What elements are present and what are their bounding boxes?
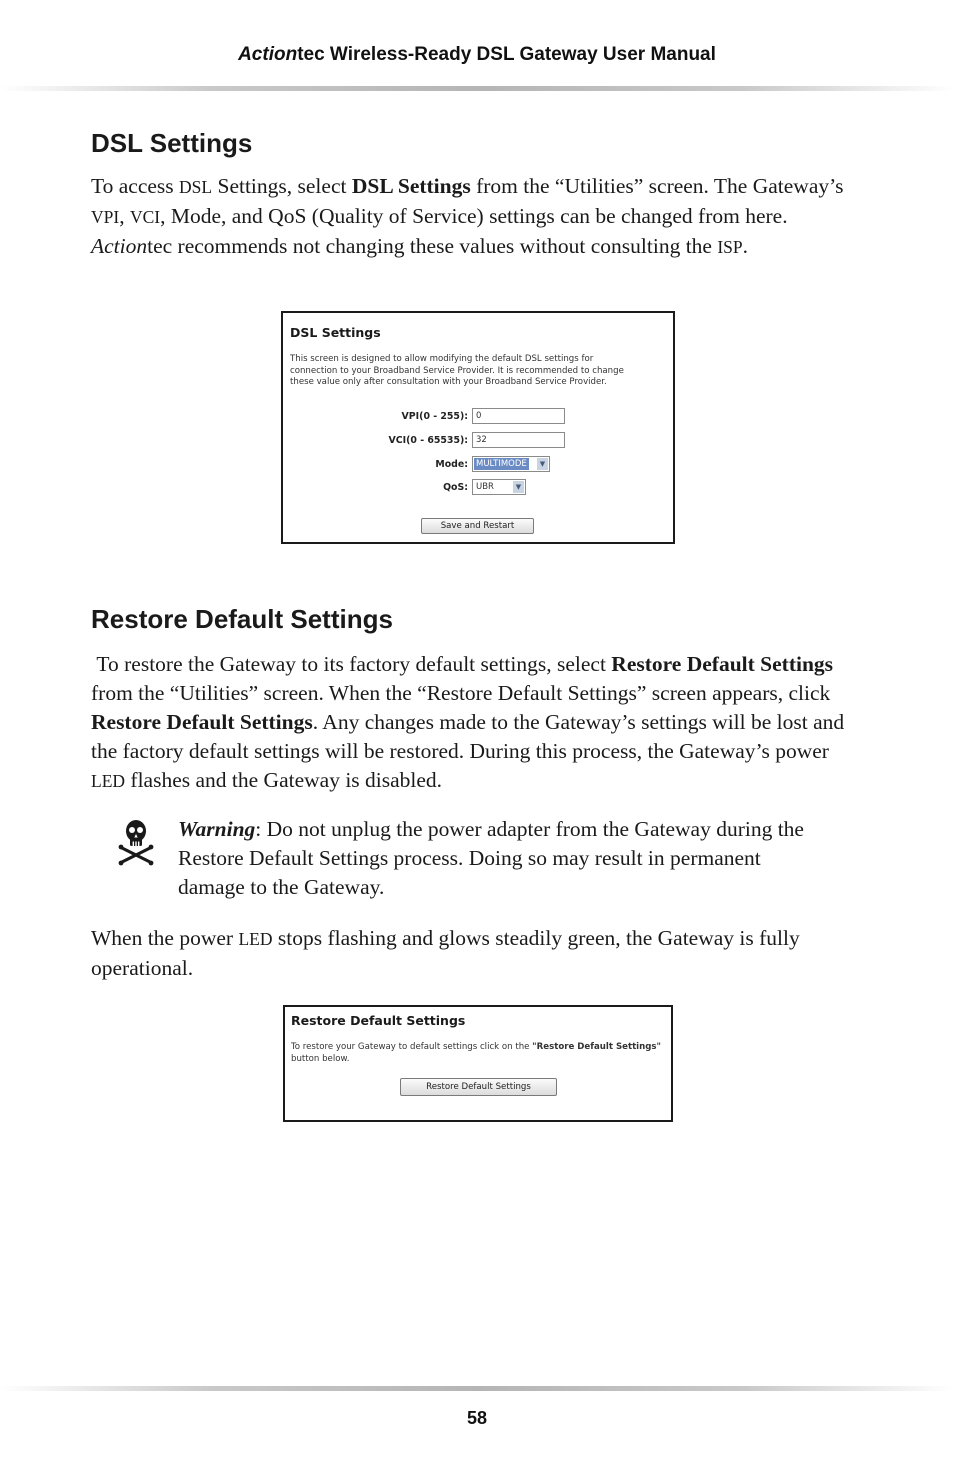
vpi-input[interactable]: 0 [472,408,565,424]
qos-label: QoS: [443,482,468,493]
mode-selected-value: MULTIMODE [476,459,527,469]
screenshot-title: DSL Settings [290,325,381,340]
vpi-row [283,408,673,426]
save-and-restart-button[interactable]: Save and Restart [421,518,534,534]
restore-default-paragraph: To restore the Gateway to its factory default settings, select Restore Default Settings from the “Utilities” screen. When the “Restore Default Settings” screen appears, click Restore Default Settings. Any changes made to the Gateway’s settings will be lost and the factory default settings will be restored. During this process, the Gateway’s power LED flashes and the Gateway is disabled. [91,652,845,792]
chevron-down-icon: ▼ [537,458,548,470]
skull-crossbones-icon [117,818,155,866]
brand-italic: Action [238,44,298,65]
dsl-settings-screenshot [281,311,675,544]
page-number: 58 [466,1408,488,1428]
vpi-label: VPI(0 - 255): [401,411,468,422]
running-header [0,44,954,66]
warning-note: Warning: Do not unplug the power adapter from the Gateway during the Restore Default Settings process. Doing so may result in permanent damage to the Gateway. [178,817,804,899]
mode-row [283,456,673,474]
warning-label: Warning [178,817,256,841]
screenshot-title: Restore Default Settings [291,1013,466,1028]
dsl-settings-paragraph: To access DSL Settings, select DSL Settings from the “Utilities” screen. The Gateway’s VPI, VCI, Mode, and QoS (Quality of Service) settings can be changed from here. Actiontec recommends not changing these values without consulting the ISP. [91,174,844,258]
dsl-settings-heading: DSL Settings [91,128,253,158]
screenshot-description: To restore your Gateway to default settings click on the "Restore Default Settings" button below. [291,1042,661,1064]
led-status-paragraph: When the power LED stops flashing and glows steadily green, the Gateway is fully operational. [91,926,800,980]
restore-default-screenshot [283,1005,673,1122]
header-rule [0,86,954,91]
footer-rule [0,1386,954,1391]
qos-select[interactable] [472,479,526,495]
vci-row [283,432,673,450]
screenshot-description: This screen is designed to allow modifying the default DSL settings for connection to your Broadband Service Provider. It is recommended to change these value only after consultation with your Broadband Service Provider. [290,354,624,387]
qos-selected-value: UBR [476,482,494,492]
chevron-down-icon: ▼ [513,481,524,493]
vci-label: VCI(0 - 65535): [388,435,468,446]
restore-default-heading: Restore Default Settings [91,604,393,634]
header-text: tec Wireless-Ready DSL Gateway User Manual [297,44,716,65]
mode-label: Mode: [435,459,468,470]
restore-default-settings-button[interactable]: Restore Default Settings [400,1078,557,1096]
qos-row [283,479,673,497]
vci-input[interactable]: 32 [472,432,565,448]
mode-select[interactable] [472,456,550,472]
